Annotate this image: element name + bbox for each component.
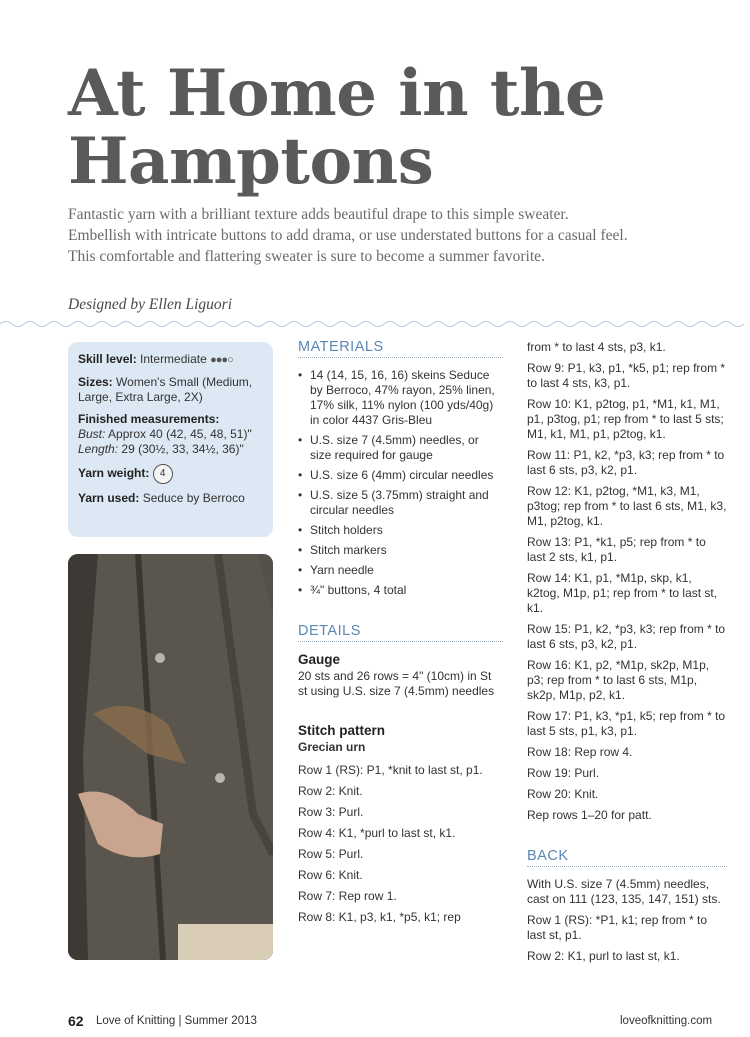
website-url: loveofknitting.com xyxy=(620,1015,713,1027)
sweater-photo-illustration xyxy=(68,554,273,960)
pattern-row: Rep rows 1–20 for patt. xyxy=(527,808,652,822)
yarn-weight: Yarn weight: 4 xyxy=(78,464,263,484)
bust-measurement: Bust: Approx 40 (42, 45, 48, 51)" xyxy=(78,427,252,441)
material-item: • Yarn needle xyxy=(298,563,503,578)
pattern-info-box xyxy=(68,342,273,537)
pattern-row: Row 3: Purl. xyxy=(298,805,364,819)
pattern-row: Row 12: K1, p2tog, *M1, k3, M1, p3tog; rep from * to last 6 sts, M1, k3, M1, p2tog, k1. xyxy=(527,484,727,528)
material-item: • Stitch holders xyxy=(298,523,503,538)
designer-credit: Designed by Ellen Liguori xyxy=(68,296,233,313)
materials-list xyxy=(298,368,503,598)
sweater-photo xyxy=(68,554,273,960)
pattern-row: Row 9: P1, k3, p1, *k5, p1; rep from * to last 4 sts, k3, p1. xyxy=(527,361,726,390)
materials-heading: MATERIALS xyxy=(298,340,503,358)
pattern-row: Row 10: K1, p2tog, p1, *M1, k1, M1, p1, p3tog, p1; rep from * to last 5 sts; M1, k1, M1, p1, p2tog, k1. xyxy=(527,397,724,441)
yarn-used: Yarn used: Seduce by Berroco xyxy=(78,491,245,505)
back-instruction-line: With U.S. size 7 (4.5mm) needles, cast on 111 (123, 135, 147, 151) sts. xyxy=(527,877,721,906)
magazine-issue: Love of Knitting | Summer 2013 xyxy=(96,1015,257,1027)
pattern-row: Row 5: Purl. xyxy=(298,847,364,861)
wavy-divider xyxy=(0,318,750,330)
pattern-rows-col2 xyxy=(527,340,727,823)
finished-measurements-heading: Finished measurements: xyxy=(78,412,220,426)
material-item: • Stitch markers xyxy=(298,543,503,558)
skill-level: Skill level: Intermediate ●●●○ xyxy=(78,352,233,366)
pattern-row: Row 11: P1, k2, *p3, k3; rep from * to last 6 sts, p3, k2, p1. xyxy=(527,448,725,477)
middle-column xyxy=(298,340,503,931)
title-line-2: Hamptons xyxy=(68,124,434,199)
material-item: • 14 (14, 15, 16, 16) skeins Seduce by Berroco, 47% rayon, 25% linen, 17% silk, 11% nylon (100 yds/40g) in color 4437 Gris-Bleu xyxy=(298,368,503,428)
stitch-pattern-name: Grecian urn xyxy=(298,740,366,754)
right-column xyxy=(527,340,727,970)
pattern-row: Row 16: K1, p2, *M1p, sk2p, M1p, p3; rep from * to last 6 sts, M1p, sk2p, M1p, p2, k1. xyxy=(527,658,710,702)
pattern-row: Row 20: Knit. xyxy=(527,787,599,801)
title-line-1: At Home in the xyxy=(68,56,606,131)
material-item: • U.S. size 5 (3.75mm) straight and circular needles xyxy=(298,488,503,518)
back-instructions xyxy=(527,877,727,964)
gauge-text: 20 sts and 26 rows = 4" (10cm) in St st using U.S. size 7 (4.5mm) needles xyxy=(298,669,495,698)
back-heading: BACK xyxy=(527,849,727,867)
yarn-weight-icon: 4 xyxy=(153,464,173,484)
details-heading: DETAILS xyxy=(298,624,503,642)
intro-paragraph: Fantastic yarn with a brilliant texture adds beautiful drape to this simple sweater. Embellish with intricate buttons to add drama, or use understated buttons for a casual feel. This comfortable and flattering sweater is sure to become a summer favorite. xyxy=(68,206,628,265)
pattern-row: Row 15: P1, k2, *p3, k3; rep from * to last 6 sts, p3, k2, p1. xyxy=(527,622,726,651)
material-item: • U.S. size 6 (4mm) circular needles xyxy=(298,468,503,483)
pattern-row: Row 17: P1, k3, *p1, k5; rep from * to last 5 sts, p1, k3, p1. xyxy=(527,709,726,738)
pattern-row: Row 19: Purl. xyxy=(527,766,600,780)
pattern-row: Row 8: K1, p3, k1, *p5, k1; rep xyxy=(298,910,461,924)
material-item: • ¾" buttons, 4 total xyxy=(298,583,503,598)
stitch-pattern-heading: Stitch pattern xyxy=(298,723,386,738)
pattern-row: Row 4: K1, *purl to last st, k1. xyxy=(298,826,456,840)
pattern-row: Row 1 (RS): P1, *knit to last st, p1. xyxy=(298,763,483,777)
gauge-heading: Gauge xyxy=(298,652,341,667)
page-title xyxy=(68,56,606,199)
sizes: Sizes: Women's Small (Medium, Large, Extra Large, 2X) xyxy=(78,375,253,404)
pattern-row: Row 18: Rep row 4. xyxy=(527,745,633,759)
pattern-row: Row 2: Knit. xyxy=(298,784,363,798)
pattern-row: Row 13: P1, *k1, p5; rep from * to last 2 sts, k1, p1. xyxy=(527,535,706,564)
pattern-row: Row 7: Rep row 1. xyxy=(298,889,397,903)
back-instruction-line: Row 2: K1, purl to last st, k1. xyxy=(527,949,680,963)
skill-dots-icon: ●●●○ xyxy=(210,354,233,366)
material-item: • U.S. size 7 (4.5mm) needles, or size required for gauge xyxy=(298,433,503,463)
pattern-row: from * to last 4 sts, p3, k1. xyxy=(527,340,666,354)
page-number: 62 xyxy=(68,1013,84,1029)
length-measurement: Length: 29 (30½, 33, 34½, 36)" xyxy=(78,442,244,456)
pattern-row: Row 6: Knit. xyxy=(298,868,363,882)
back-instruction-line: Row 1 (RS): *P1, k1; rep from * to last st, p1. xyxy=(527,913,708,942)
pattern-rows-col1 xyxy=(298,763,503,925)
pattern-row: Row 14: K1, p1, *M1p, skp, k1, k2tog, M1p, p1; rep from * to last st, k1. xyxy=(527,571,718,615)
